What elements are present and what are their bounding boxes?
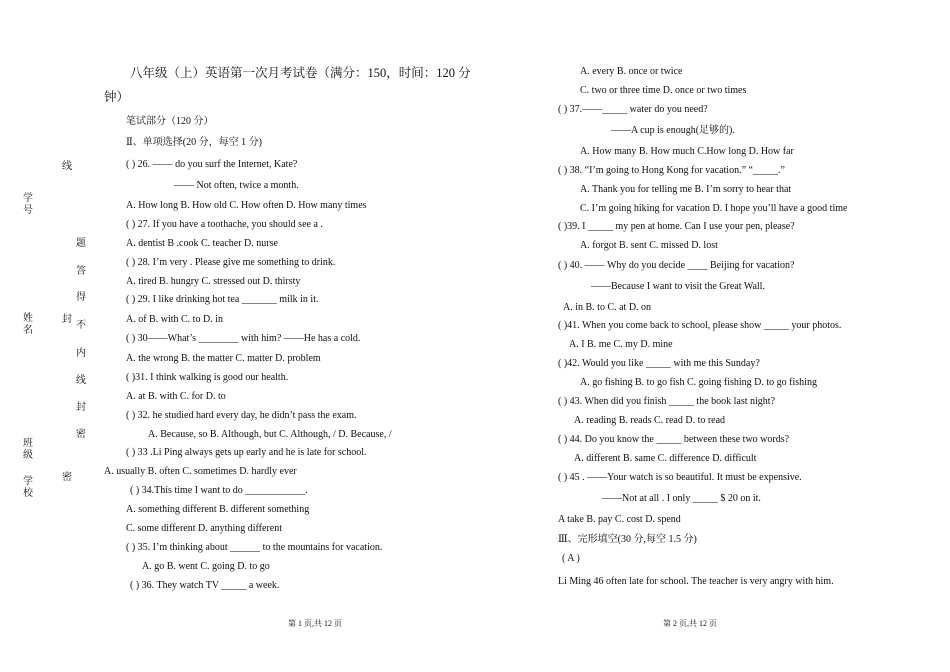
question-line: —— Not often, twice a month. — [174, 180, 299, 191]
option-line: A. forgot B. sent C. missed D. lost — [580, 240, 718, 251]
question-line: ( ) 32. he studied hard every day, he didn’t pass the exam. — [126, 410, 357, 421]
binding-label-class: 班级 — [23, 438, 33, 461]
binding-label-name: 姓名 — [23, 313, 33, 336]
option-line: C. I’m going hiking for vacation D. I hope you’ll have a good time — [580, 203, 848, 214]
option-line: C. two or three time D. once or two times — [580, 85, 747, 96]
option-line: A take B. pay C. cost D. spend — [558, 514, 681, 525]
question-line: ( )41. When you come back to school, please show _____ your photos. — [558, 320, 842, 331]
seal-word: 密 — [62, 472, 72, 483]
exam-title-line1: 八年级（上）英语第一次月考试卷（满分：150，时间：120 分 — [130, 66, 471, 80]
seal-word: 线 — [76, 375, 86, 386]
option-line: A. in B. to C. at D. on — [563, 302, 652, 313]
option-line: A. I B. me C. my D. mine — [569, 339, 673, 350]
page-footer-left: 第 1 页,共 12 页 — [288, 619, 342, 628]
passage-label: ( A ) — [562, 553, 580, 564]
option-line: A. tired B. hungry C. stressed out D. thirsty — [126, 276, 301, 287]
question-line: ( ) 33 .Li Ping always gets up early and he is late for school. — [126, 447, 367, 458]
option-line: A. every B. once or twice — [580, 66, 683, 77]
seal-word: 不 — [76, 320, 86, 331]
seal-word: 题 — [76, 238, 86, 249]
option-line: A. something different B. different something — [126, 504, 310, 515]
binding-label-student-number: 学号 — [23, 193, 33, 216]
question-line: ( ) 35. I’m thinking about ______ to the mountains for vacation. — [126, 542, 383, 553]
question-line: ( )31. I think walking is good our health. — [126, 372, 289, 383]
question-line: ( ) 36. They watch TV _____ a week. — [130, 580, 280, 591]
option-line: A. usually B. often C. sometimes D. hardly ever — [104, 466, 297, 477]
question-line: ( ) 45 . ——Your watch is so beautiful. It must be expensive. — [558, 472, 802, 483]
option-line: A. different B. same C. difference D. difficult — [574, 453, 757, 464]
section-iii-heading: Ⅲ、完形填空(30 分,每空 1.5 分) — [558, 534, 697, 545]
question-line: ( )39. I _____ my pen at home. Can I use your pen, please? — [558, 221, 795, 232]
passage-text: Li Ming 46 often late for school. The teacher is very angry with him. — [558, 576, 834, 587]
question-line: ( ) 37.——_____ water do you need? — [558, 104, 708, 115]
option-line: A. dentist B .cook C. teacher D. nurse — [126, 238, 278, 249]
seal-word: 答 — [76, 266, 86, 277]
question-line: ( ) 30——What’s ________ with him? ——He has a cold. — [126, 333, 361, 344]
option-line: A. go fishing B. to go fish C. going fishing D. to go fishing — [580, 377, 817, 388]
seal-word: 得 — [76, 292, 86, 303]
page-footer-right: 第 2 页,共 12 页 — [663, 619, 717, 628]
option-line: A. Because, so B. Although, but C. Although, / D. Because, / — [148, 429, 392, 440]
binding-label-school: 学校 — [23, 476, 33, 499]
option-line: A. go B. went C. going D. to go — [142, 561, 270, 572]
question-line: ——Because I want to visit the Great Wall. — [591, 281, 765, 292]
question-line: ( ) 43. When did you finish _____ the book last night? — [558, 396, 776, 407]
option-line: A. at B. with C. for D. to — [126, 391, 226, 402]
option-line: C. some different D. anything different — [126, 523, 282, 534]
exam-title-line2: 钟） — [104, 90, 130, 104]
question-line: ( )42. Would you like _____ with me this Sunday? — [558, 358, 760, 369]
question-line: ( ) 34.This time I want to do ____________. — [130, 485, 308, 496]
question-line: ( ) 44. Do you know the _____ between these two words? — [558, 434, 790, 445]
option-line: A. How long B. How old C. How often D. How many times — [126, 200, 367, 211]
question-line: ( ) 26. —— do you surf the Internet, Kate? — [126, 159, 298, 170]
option-line: A. reading B. reads C. read D. to read — [574, 415, 726, 426]
section-written-heading: 笔试部分（120 分） — [126, 116, 214, 127]
question-line: ——A cup is enough(足够的). — [611, 125, 735, 136]
question-line: ( ) 38. “I’m going to Hong Kong for vacation.” “_____.” — [558, 165, 785, 176]
option-line: A. How many B. How much C.How long D. How far — [580, 146, 794, 157]
seal-word: 线 — [62, 161, 72, 172]
seal-word: 密 — [76, 429, 86, 440]
question-line: ( ) 27. If you have a toothache, you should see a . — [126, 219, 323, 230]
option-line: A. Thank you for telling me B. I’m sorry to hear that — [580, 184, 792, 195]
option-line: A. of B. with C. to D. in — [126, 314, 223, 325]
seal-word: 封 — [62, 314, 72, 325]
question-line: ——Not at all . I only _____ $ 20 on it. — [602, 493, 761, 504]
question-line: ( ) 29. I like drinking hot tea _______ milk in it. — [126, 294, 319, 305]
question-line: ( ) 28. I’m very . Please give me something to drink. — [126, 257, 336, 268]
seal-word: 封 — [76, 402, 86, 413]
section-ii-heading: Ⅱ、单项选择(20 分，每空 1 分) — [126, 137, 262, 148]
question-line: ( ) 40. —— Why do you decide ____ Beijing for vacation? — [558, 260, 795, 271]
option-line: A. the wrong B. the matter C. matter D. problem — [126, 353, 321, 364]
seal-word: 内 — [76, 348, 86, 359]
